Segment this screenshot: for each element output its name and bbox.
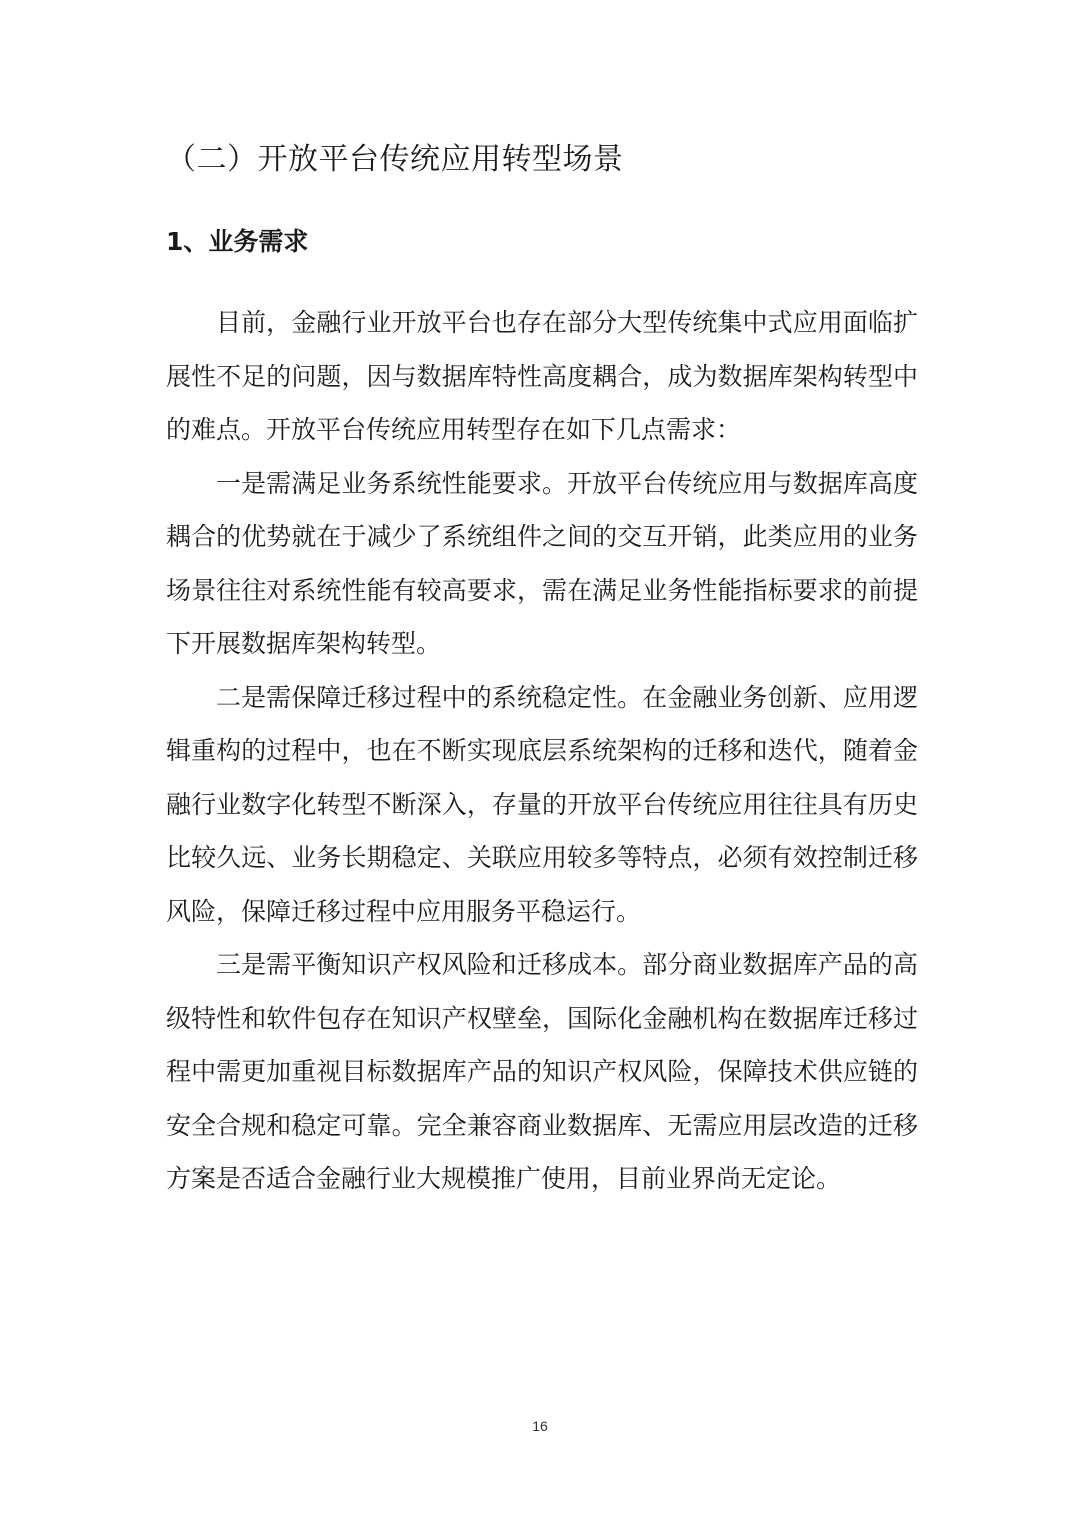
body-text: [166, 296, 918, 1206]
paragraph-ip-risk-requirement: 三是需平衡知识产权风险和迁移成本。部分商业数据库产品的高级特性和软件包存在知识产权壁垒，国际化金融机构在数据库迁移过程中需更加重视目标数据库产品的知识产权风险，保障技术供应链的安全合规和稳定可靠。完全兼容商业数据库、无需应用层改造的迁移方案是否适合金融行业大规模推广使用，目前业界尚无定论。: [166, 950, 918, 1193]
paragraph-stability-requirement: 二是需保障迁移过程中的系统稳定性。在金融业务创新、应用逻辑重构的过程中，也在不断实现底层系统架构的迁移和迭代，随着金融行业数字化转型不断深入，存量的开放平台传统应用往往具有历史比较久远、业务长期稳定、关联应用较多等特点，必须有效控制迁移风险，保障迁移过程中应用服务平稳运行。: [166, 682, 918, 926]
section-title: （二）开放平台传统应用转型场景: [166, 142, 624, 177]
paragraph-performance-requirement: 一是需满足业务系统性能要求。开放平台传统应用与数据库高度耦合的优势就在于减少了系统组件之间的交互开销，此类应用的业务场景往往对系统性能有较高要求，需在满足业务性能指标要求的前提下开展数据库架构转型。: [166, 468, 918, 658]
paragraph-intro: 目前，金融行业开放平台也存在部分大型传统集中式应用面临扩展性不足的问题，因与数据库特性高度耦合，成为数据库架构转型中的难点。开放平台传统应用转型存在如下几点需求：: [166, 308, 918, 444]
page-number: 16: [532, 1418, 548, 1434]
subsection-title: 1、业务需求: [166, 227, 309, 256]
